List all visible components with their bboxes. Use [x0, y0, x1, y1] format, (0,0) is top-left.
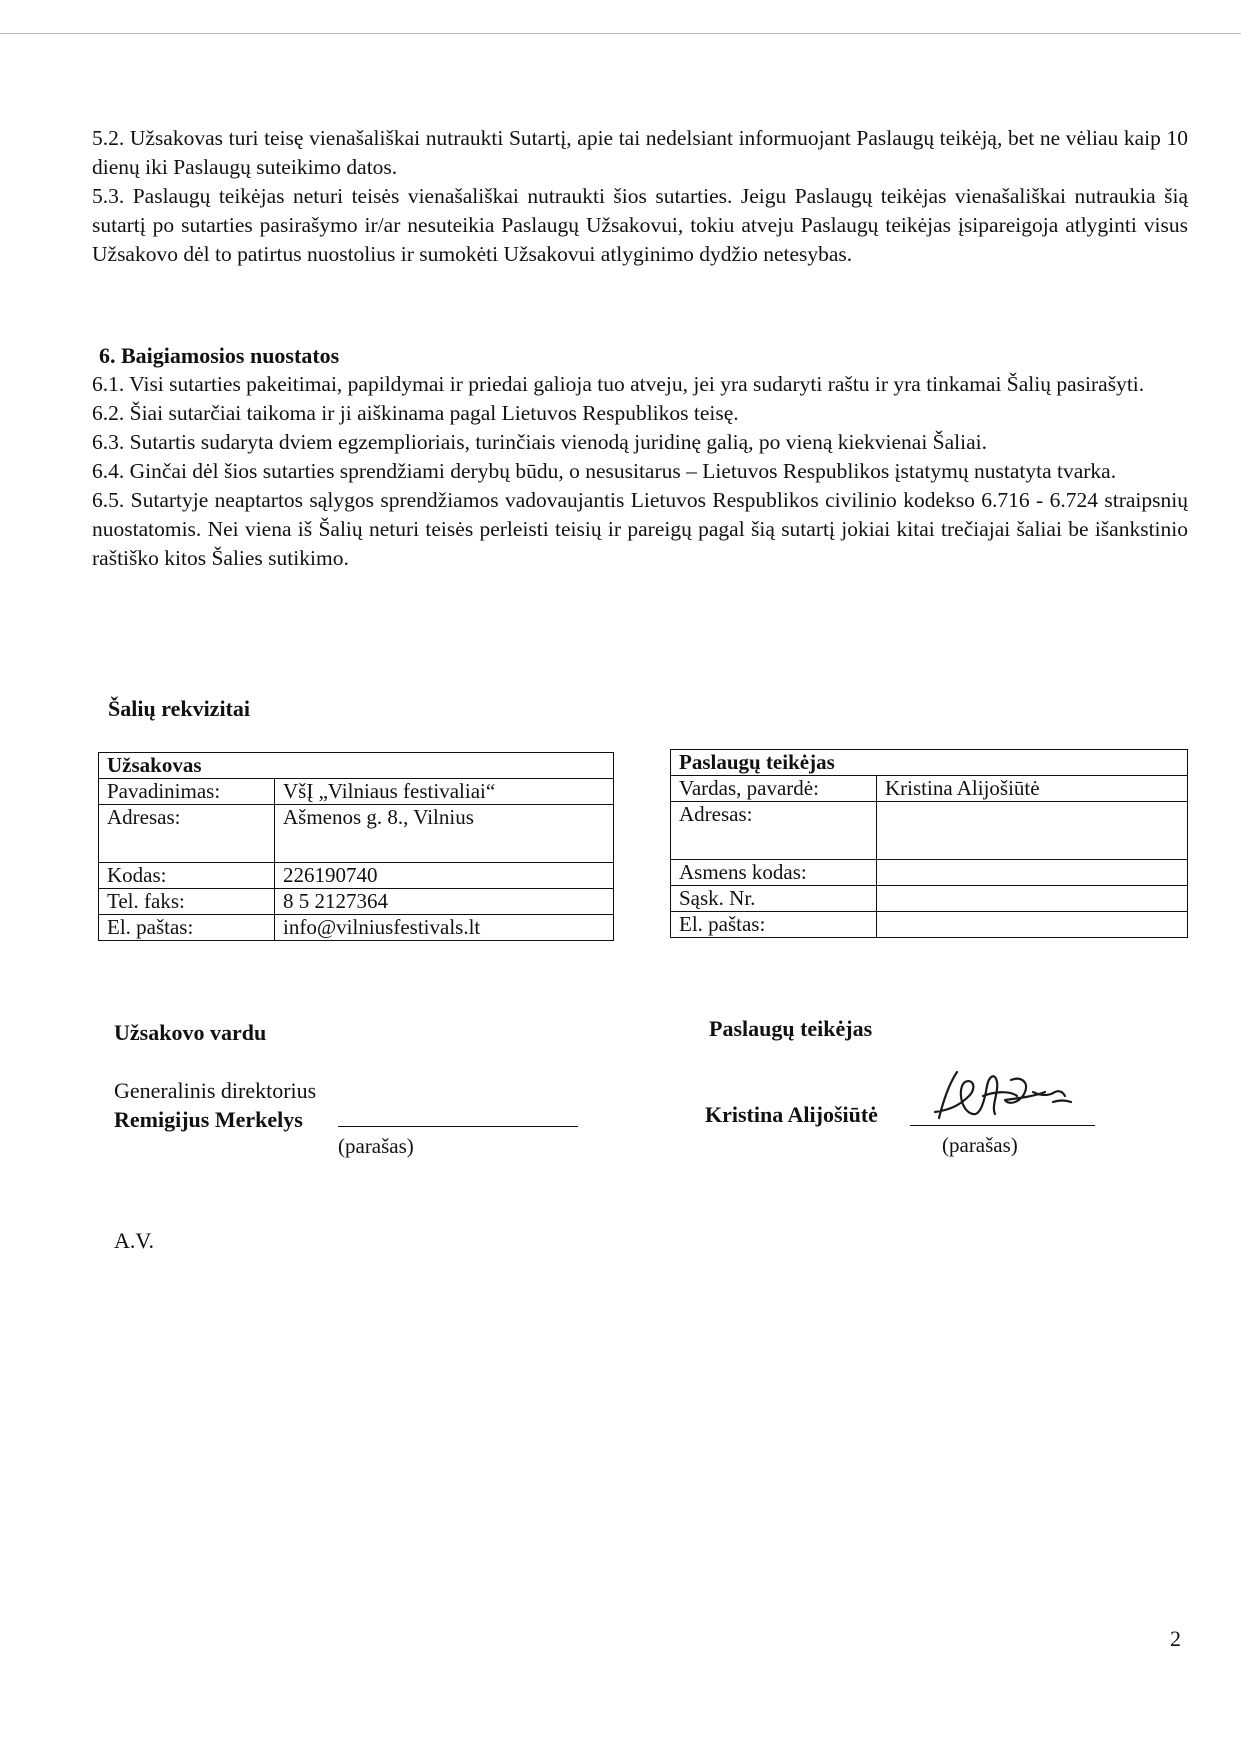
provider-row-value	[877, 912, 1188, 938]
client-row-value: 226190740	[275, 863, 614, 889]
section-6-title: 6. Baigiamosios nuostatos	[99, 343, 340, 368]
clause-6-2: 6.2. Šiai sutarčiai taikoma ir ji aiškinama pagal Lietuvos Respublikos teisę.	[92, 401, 739, 425]
clause-5-2: 5.2. Užsakovas turi teisę vienašališkai nutraukti Sutartį, apie tai nedelsiant informuojant Paslaugų teikėją, bet ne vėliau kaip 10 dienų iki Paslaugų suteikimo datos.	[92, 126, 1188, 179]
provider-signature-caption: (parašas)	[942, 1133, 1018, 1157]
client-row-value: 8 5 2127364	[275, 889, 614, 915]
provider-row-label: Adresas:	[671, 802, 877, 860]
client-row-label: Kodas:	[99, 863, 275, 889]
stamp-placeholder: A.V.	[114, 1228, 154, 1253]
provider-signature-heading: Paslaugų teikėjas	[709, 1016, 873, 1041]
client-requisites-table	[98, 752, 614, 941]
client-row-value: info@vilniusfestivals.lt	[275, 915, 614, 941]
client-signatory-name: Remigijus Merkelys	[114, 1107, 303, 1132]
provider-table-header: Paslaugų teikėjas	[671, 750, 1188, 776]
client-row-value: VšĮ „Vilniaus festivaliai“	[275, 779, 614, 805]
client-row-label: El. paštas:	[99, 915, 275, 941]
provider-requisites-table	[670, 749, 1188, 938]
client-row-label: Pavadinimas:	[99, 779, 275, 805]
client-row-label: Tel. faks:	[99, 889, 275, 915]
clause-6-3: 6.3. Sutartis sudaryta dviem egzemplioriais, turinčiais vienodą juridinę galią, po vieną kiekvienai Šaliai.	[92, 430, 988, 454]
section-6-text	[92, 370, 1188, 573]
provider-row-value: Kristina Alijošiūtė	[877, 776, 1188, 802]
clause-6-4: 6.4. Ginčai dėl šios sutarties sprendžiami derybų būdu, o nesusitarus – Lietuvos Respublikos įstatymų nustatyta tvarka.	[92, 459, 1117, 483]
page-top-edge	[0, 33, 1241, 34]
page-number: 2	[1170, 1626, 1181, 1651]
client-position: Generalinis direktorius	[114, 1078, 317, 1103]
client-signature-line	[338, 1126, 578, 1127]
clause-5-3: 5.3. Paslaugų teikėjas neturi teisės vienašališkai nutraukti šios sutarties. Jeigu Paslaugų teikėjas vienašališkai nutraukia šią sutartį po sutarties pasirašymo ir/ar nesuteikia Paslaugų Užsakovui, tokiu atveju Paslaugų teikėjas įsipareigoja atlyginti visus Užsakovo dėl to patirtus nuostolius ir sumokėti Užsakovui atlyginimo dydžio netesybas.	[92, 184, 1188, 266]
provider-row-value	[877, 886, 1188, 912]
client-signature-heading: Užsakovo vardu	[114, 1020, 267, 1045]
provider-row-value	[877, 802, 1188, 860]
client-table-header: Užsakovas	[99, 753, 614, 779]
clause-6-1: 6.1. Visi sutarties pakeitimai, papildymai ir priedai galioja tuo atveju, jei yra sudaryti raštu ir yra tinkamai Šalių pasirašyti.	[92, 372, 1145, 396]
provider-row-label: Vardas, pavardė:	[671, 776, 877, 802]
client-row-label: Adresas:	[99, 805, 275, 863]
section-5-text	[92, 124, 1188, 269]
provider-row-label: Asmens kodas:	[671, 860, 877, 886]
handwritten-signature-icon	[925, 1066, 1085, 1130]
provider-row-value	[877, 860, 1188, 886]
provider-signatory-name: Kristina Alijošiūtė	[705, 1102, 878, 1127]
provider-row-label: Sąsk. Nr.	[671, 886, 877, 912]
client-row-value: Ašmenos g. 8., Vilnius	[275, 805, 614, 863]
client-signature-caption: (parašas)	[338, 1134, 414, 1158]
clause-6-5: 6.5. Sutartyje neaptartos sąlygos sprendžiamos vadovaujantis Lietuvos Respublikos civilinio kodekso 6.716 - 6.724 straipsnių nuostatomis. Nei viena iš Šalių neturi teisės perleisti teisių ir pareigų pagal šią sutartį jokiai kitai trečiajai šaliai be išankstinio raštiško kitos Šalies sutikimo.	[92, 488, 1188, 570]
provider-row-label: El. paštas:	[671, 912, 877, 938]
requisites-title: Šalių rekvizitai	[108, 696, 250, 721]
